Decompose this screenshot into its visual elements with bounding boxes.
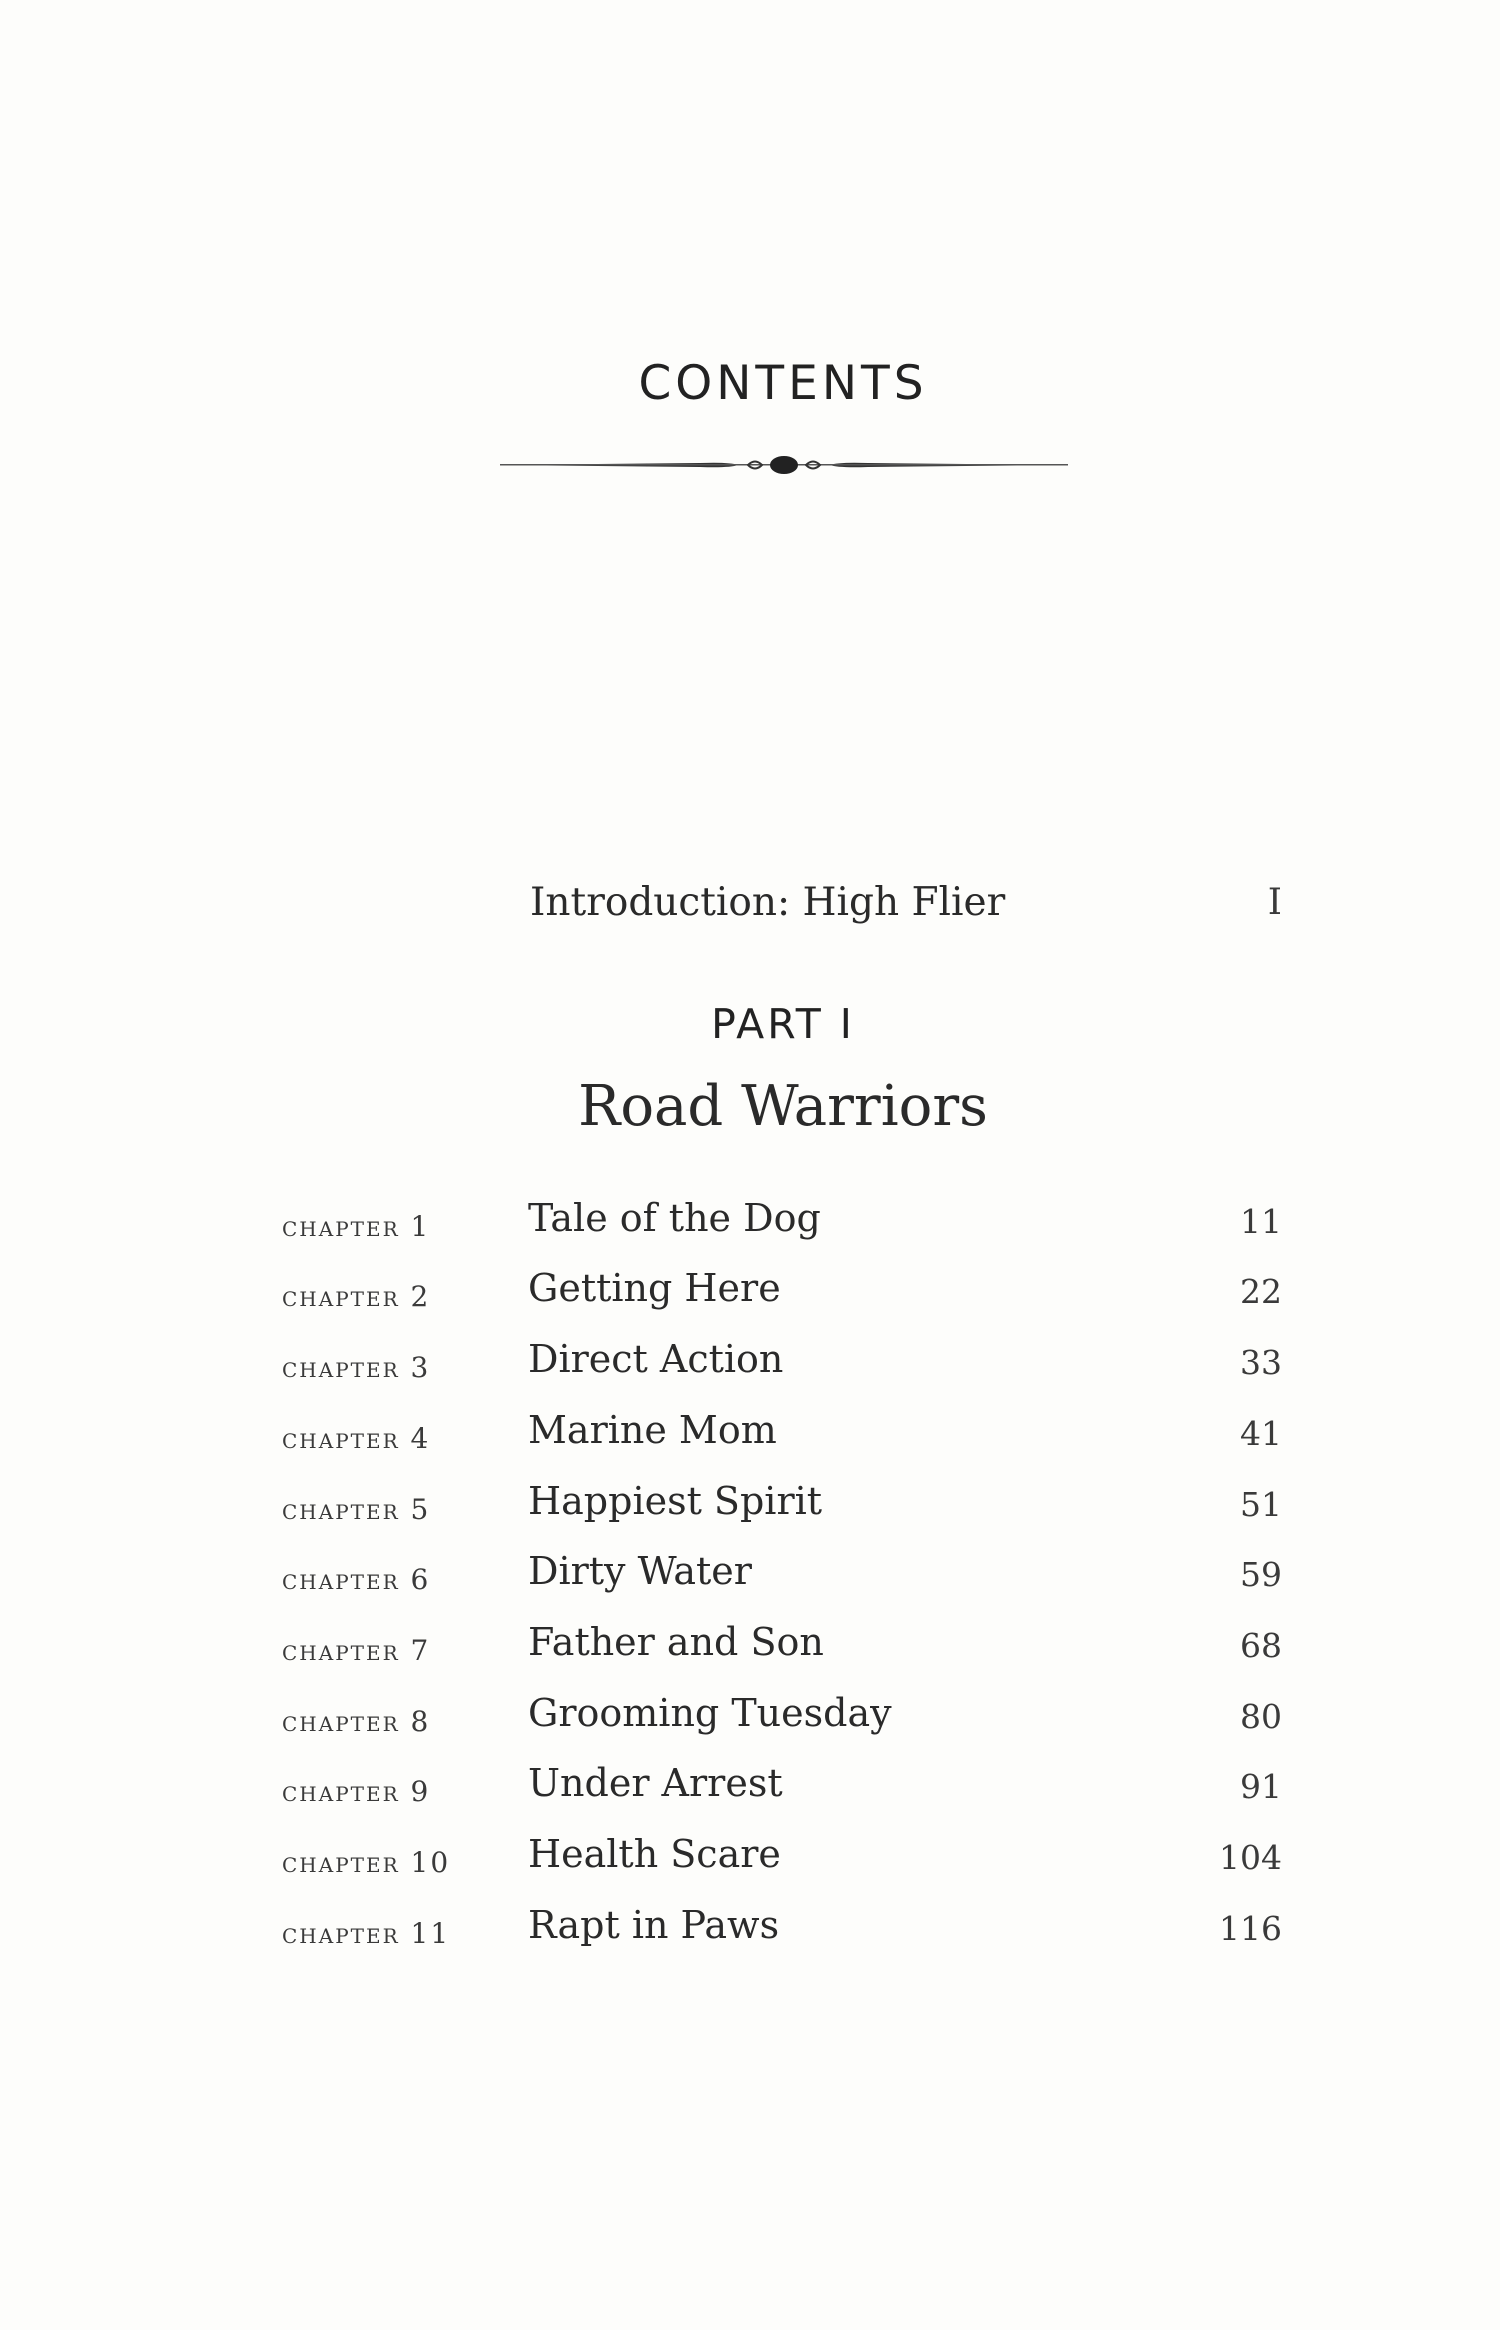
introduction-title: Introduction: High Flier (530, 880, 1006, 925)
chapter-title: Grooming Tuesday (528, 1691, 892, 1735)
chapter-page-number: 116 (1219, 1909, 1282, 1948)
chapter-title: Father and Son (528, 1620, 824, 1664)
chapter-label: chapter 6 (282, 1563, 431, 1596)
toc-row (0, 1903, 1500, 1963)
toc-row (0, 1266, 1500, 1326)
chapter-page-number: 104 (1219, 1838, 1282, 1877)
chapter-title: Dirty Water (528, 1549, 752, 1593)
contents-heading: CONTENTS (638, 356, 928, 411)
toc-row (0, 1479, 1500, 1539)
chapter-page-number: 68 (1240, 1626, 1282, 1665)
chapter-page-number: 51 (1240, 1485, 1282, 1524)
toc-row (0, 1691, 1500, 1751)
chapter-label: chapter 9 (282, 1775, 431, 1808)
toc-row (0, 1761, 1500, 1821)
chapter-page-number: 22 (1240, 1272, 1282, 1311)
chapter-title: Rapt in Paws (528, 1903, 780, 1947)
chapter-page-number: 33 (1240, 1343, 1282, 1382)
chapter-title: Tale of the Dog (528, 1196, 821, 1240)
chapter-page-number: 80 (1240, 1697, 1282, 1736)
chapter-title: Marine Mom (528, 1408, 777, 1452)
chapter-page-number: 11 (1240, 1202, 1282, 1241)
chapter-label: chapter 4 (282, 1422, 431, 1455)
chapter-label: chapter 3 (282, 1351, 431, 1384)
toc-row (0, 1832, 1500, 1892)
chapter-title: Under Arrest (528, 1761, 783, 1805)
part-label: PART I (711, 1000, 855, 1048)
chapter-page-number: 91 (1240, 1767, 1282, 1806)
toc-row (0, 1337, 1500, 1397)
part-title: Road Warriors (578, 1074, 988, 1139)
scroll-divider-icon (500, 450, 1068, 480)
chapter-title: Getting Here (528, 1266, 781, 1310)
chapter-label: chapter 1 (282, 1210, 431, 1243)
chapter-label: chapter 11 (282, 1917, 451, 1950)
chapter-label: chapter 5 (282, 1493, 431, 1526)
chapter-label: chapter 10 (282, 1846, 451, 1879)
chapter-title: Happiest Spirit (528, 1479, 823, 1523)
toc-row (0, 1620, 1500, 1680)
introduction-page-number: I (1267, 882, 1282, 923)
toc-row (0, 1408, 1500, 1468)
chapter-page-number: 59 (1240, 1555, 1282, 1594)
chapter-page-number: 41 (1240, 1414, 1282, 1453)
chapter-title: Health Scare (528, 1832, 781, 1876)
toc-row (0, 1549, 1500, 1609)
chapter-title: Direct Action (528, 1337, 784, 1381)
chapter-label: chapter 2 (282, 1280, 431, 1313)
chapter-label: chapter 8 (282, 1705, 431, 1738)
toc-row (0, 1196, 1500, 1256)
chapter-label: chapter 7 (282, 1634, 431, 1667)
